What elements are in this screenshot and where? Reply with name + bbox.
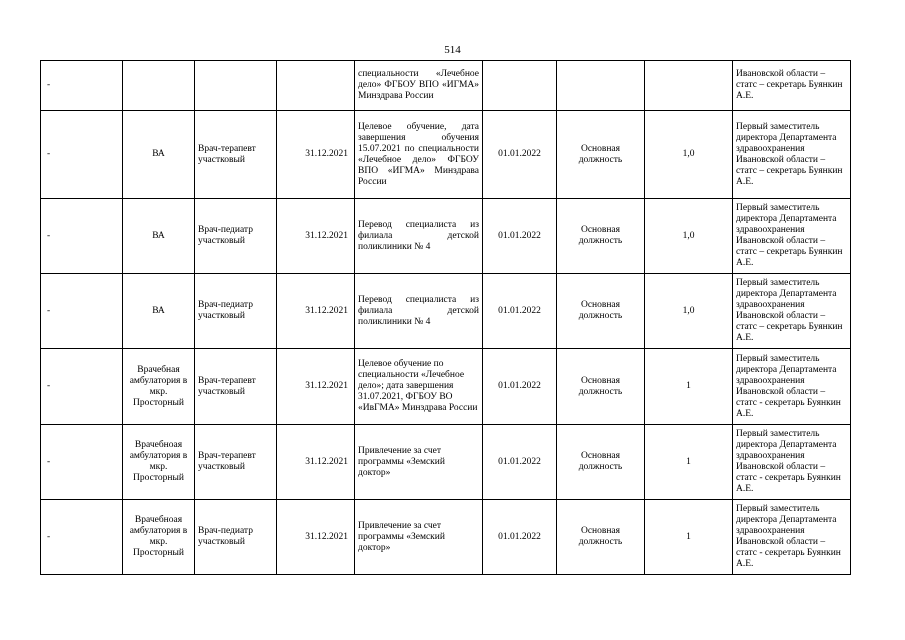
row-marker: -: [41, 349, 123, 425]
responsible-cell: Первый заместитель директора Департамента здравоохранения Ивановской области – статс – секретарь Буянкин А.Е.: [733, 111, 851, 199]
job-type-cell: Основная должность: [557, 425, 645, 500]
table-row: [41, 425, 851, 500]
table-row: [41, 199, 851, 274]
end-date-cell: 31.12.2021: [277, 111, 355, 199]
job-type-cell: Основная должность: [557, 274, 645, 349]
row-marker: -: [41, 425, 123, 500]
responsible-cell: Первый заместитель директора Департамента здравоохранения Ивановской области – статс - секретарь Буянкин А.Е.: [733, 500, 851, 575]
basis-cell: специальности «Лечебное дело» ФГБОУ ВПО «ИГМА» Минздрава России: [355, 61, 483, 111]
table-row: [41, 274, 851, 349]
basis-cell: Целевое обучение по специальности «Лечебное дело»; дата завершения 31.07.2021, ФГБОУ ВО «ИвГМА» Минздрава России: [355, 349, 483, 425]
rate-cell: 1,0: [645, 274, 733, 349]
row-marker: -: [41, 274, 123, 349]
position-cell: Врач-терапевт участковый: [195, 425, 277, 500]
basis-cell: Перевод специалиста из филиала детской поликлиники № 4: [355, 274, 483, 349]
position-cell: Врач-терапевт участковый: [195, 349, 277, 425]
start-date-cell: 01.01.2022: [483, 425, 557, 500]
page-number: 514: [444, 44, 461, 56]
unit-cell: Врачебноая амбулатория в мкр. Просторный: [123, 500, 195, 575]
job-type-cell: Основная должность: [557, 199, 645, 274]
responsible-cell: Первый заместитель директора Департамента здравоохранения Ивановской области – статс - секретарь Буянкин А.Е.: [733, 425, 851, 500]
start-date-cell: 01.01.2022: [483, 349, 557, 425]
start-date-cell: 01.01.2022: [483, 500, 557, 575]
unit-cell: ВА: [123, 274, 195, 349]
job-type-cell: Основная должность: [557, 111, 645, 199]
table-row: [41, 111, 851, 199]
row-marker: -: [41, 500, 123, 575]
end-date-cell: 31.12.2021: [277, 349, 355, 425]
basis-cell: Перевод специалиста из филиала детской поликлиники № 4: [355, 199, 483, 274]
table-row: [41, 61, 851, 111]
table-row: [41, 500, 851, 575]
rate-cell: 1: [645, 500, 733, 575]
rate-cell: 1: [645, 425, 733, 500]
job-type-cell: Основная должность: [557, 349, 645, 425]
start-date-cell: [483, 61, 557, 111]
job-type-cell: [557, 61, 645, 111]
unit-cell: Врачебноая амбулатория в мкр. Просторный: [123, 425, 195, 500]
end-date-cell: 31.12.2021: [277, 199, 355, 274]
rate-cell: [645, 61, 733, 111]
end-date-cell: [277, 61, 355, 111]
position-cell: Врач-терапевт участковый: [195, 111, 277, 199]
start-date-cell: 01.01.2022: [483, 274, 557, 349]
unit-cell: ВА: [123, 199, 195, 274]
position-cell: Врач-педиатр участковый: [195, 274, 277, 349]
unit-cell: ВА: [123, 111, 195, 199]
responsible-cell: Первый заместитель директора Департамента здравоохранения Ивановской области – статс – секретарь Буянкин А.Е.: [733, 199, 851, 274]
end-date-cell: 31.12.2021: [277, 274, 355, 349]
staffing-table: [40, 60, 851, 575]
position-cell: Врач-педиатр участковый: [195, 199, 277, 274]
end-date-cell: 31.12.2021: [277, 425, 355, 500]
row-marker: -: [41, 61, 123, 111]
basis-cell: Целевое обучение, дата завершения обучения 15.07.2021 по специальности «Лечебное дело» ФГБОУ ВПО «ИГМА» Минздрава России: [355, 111, 483, 199]
position-cell: Врач-педиатр участковый: [195, 500, 277, 575]
basis-cell: Привлечение за счет программы «Земский доктор»: [355, 500, 483, 575]
start-date-cell: 01.01.2022: [483, 111, 557, 199]
unit-cell: [123, 61, 195, 111]
table-row: [41, 349, 851, 425]
responsible-cell: Первый заместитель директора Департамента здравоохранения Ивановской области – статс – секретарь Буянкин А.Е.: [733, 274, 851, 349]
unit-cell: Врачебная амбулатория в мкр. Просторный: [123, 349, 195, 425]
rate-cell: 1,0: [645, 111, 733, 199]
responsible-cell: Ивановской области – статс – секретарь Буянкин А.Е.: [733, 61, 851, 111]
position-cell: [195, 61, 277, 111]
job-type-cell: Основная должность: [557, 500, 645, 575]
row-marker: -: [41, 111, 123, 199]
start-date-cell: 01.01.2022: [483, 199, 557, 274]
basis-cell: Привлечение за счет программы «Земский доктор»: [355, 425, 483, 500]
end-date-cell: 31.12.2021: [277, 500, 355, 575]
row-marker: -: [41, 199, 123, 274]
rate-cell: 1,0: [645, 199, 733, 274]
rate-cell: 1: [645, 349, 733, 425]
responsible-cell: Первый заместитель директора Департамента здравоохранения Ивановской области – статс - секретарь Буянкин А.Е.: [733, 349, 851, 425]
